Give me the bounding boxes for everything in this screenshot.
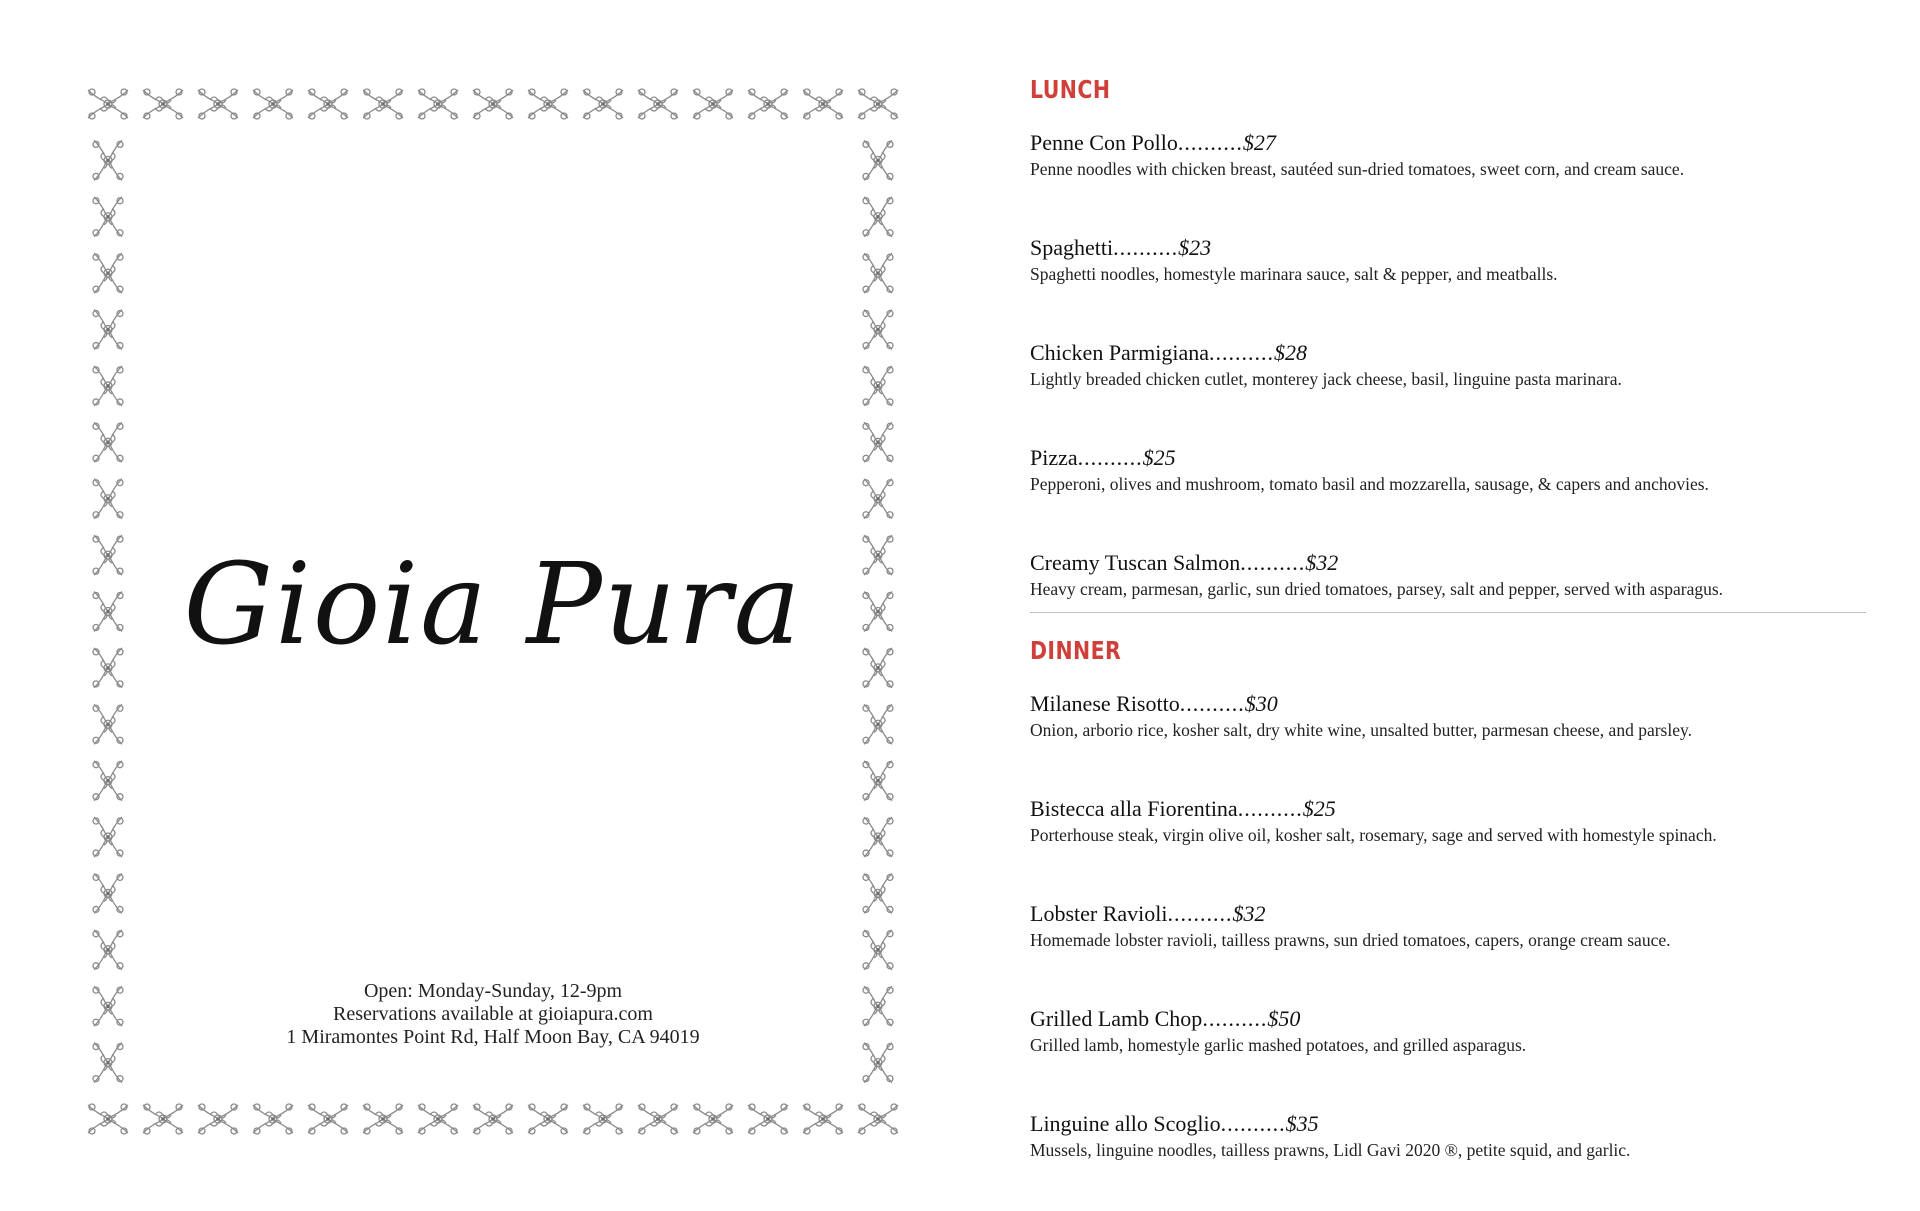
address-text: 1 Miramontes Point Rd, Half Moon Bay, CA 94019: [286, 1026, 700, 1048]
restaurant-info: [84, 980, 902, 1049]
dinner-items: [1030, 691, 1866, 1161]
dinner-item: [1030, 1111, 1866, 1161]
item-price: $35: [1285, 1111, 1319, 1136]
lunch-item: [1030, 445, 1866, 495]
section-divider: [1030, 612, 1866, 613]
item-heading: [1030, 691, 1866, 717]
lunch-items: [1030, 130, 1866, 600]
item-price: $27: [1242, 130, 1276, 155]
item-name: Pizza: [1030, 445, 1078, 470]
item-description: Heavy cream, parmesan, garlic, sun dried tomatoes, parsey, salt and pepper, served with asparagus.: [1030, 579, 1724, 599]
item-heading: [1030, 1111, 1866, 1137]
lunch-section-title: LUNCH: [1030, 75, 1111, 104]
item-name: Chicken Parmigiana: [1030, 340, 1210, 365]
dinner-item: [1030, 796, 1866, 846]
item-name: Bistecca alla Fiorentina: [1030, 796, 1238, 821]
item-heading: [1030, 445, 1866, 471]
reservations-text: Reservations available at gioiapura.com: [333, 1003, 653, 1025]
item-price: $32: [1305, 550, 1339, 575]
item-price: $25: [1302, 796, 1336, 821]
item-heading: [1030, 550, 1866, 576]
menu-cover: [84, 80, 902, 1143]
item-leader-dots: ..........: [1209, 340, 1275, 365]
item-heading: [1030, 235, 1866, 261]
dinner-item: [1030, 901, 1866, 951]
opening-hours: Open: Monday-Sunday, 12-9pm: [363, 980, 623, 1002]
item-description: Grilled lamb, homestyle garlic mashed potatoes, and grilled asparagus.: [1030, 1035, 1527, 1055]
dinner-item: [1030, 1006, 1866, 1056]
item-leader-dots: ..........: [1237, 796, 1303, 821]
item-heading: [1030, 340, 1866, 366]
item-price: $30: [1244, 691, 1278, 716]
item-leader-dots: ..........: [1177, 130, 1243, 155]
item-name: Spaghetti: [1030, 235, 1114, 260]
item-heading: [1030, 1006, 1866, 1032]
item-description: Homemade lobster ravioli, tailless prawns, sun dried tomatoes, capers, orange cream sauce.: [1030, 930, 1671, 950]
item-leader-dots: ..........: [1077, 445, 1143, 470]
item-leader-dots: ..........: [1113, 235, 1179, 260]
item-leader-dots: ..........: [1240, 550, 1306, 575]
item-price: $25: [1142, 445, 1176, 470]
lunch-item: [1030, 340, 1866, 390]
menu-listing: [1030, 70, 1866, 1161]
lunch-item: [1030, 550, 1866, 600]
dinner-section-title: DINNER: [1030, 636, 1122, 665]
item-leader-dots: ..........: [1220, 1111, 1286, 1136]
item-name: Lobster Ravioli: [1030, 901, 1168, 926]
item-price: $32: [1232, 901, 1266, 926]
item-description: Penne noodles with chicken breast, sautéed sun-dried tomatoes, sweet corn, and cream sauce.: [1030, 159, 1685, 179]
item-price: $28: [1274, 340, 1308, 365]
item-leader-dots: ..........: [1167, 901, 1233, 926]
dinner-item: [1030, 691, 1866, 741]
item-description: Porterhouse steak, virgin olive oil, kosher salt, rosemary, sage and served with homestyle spinach.: [1030, 825, 1717, 845]
item-name: Milanese Risotto: [1030, 691, 1180, 716]
lunch-item: [1030, 130, 1866, 180]
item-leader-dots: ..........: [1202, 1006, 1268, 1031]
item-description: Spaghetti noodles, homestyle marinara sauce, salt & pepper, and meatballs.: [1030, 264, 1558, 284]
item-description: Pepperoni, olives and mushroom, tomato basil and mozzarella, sausage, & capers and anchovies.: [1030, 474, 1709, 494]
item-price: $50: [1267, 1006, 1301, 1031]
item-name: Grilled Lamb Chop: [1030, 1006, 1203, 1031]
item-description: Mussels, linguine noodles, tailless prawns, Lidl Gavi 2020 ®, petite squid, and garlic.: [1030, 1140, 1631, 1160]
lunch-item: [1030, 235, 1866, 285]
item-description: Onion, arborio rice, kosher salt, dry white wine, unsalted butter, parmesan cheese, and parsley.: [1030, 720, 1692, 740]
item-name: Penne Con Pollo: [1030, 130, 1178, 155]
item-heading: [1030, 901, 1866, 927]
item-price: $23: [1178, 235, 1212, 260]
item-name: Linguine allo Scoglio: [1030, 1111, 1221, 1136]
item-description: Lightly breaded chicken cutlet, monterey jack cheese, basil, linguine pasta marinara.: [1030, 369, 1622, 389]
item-heading: [1030, 796, 1866, 822]
item-name: Creamy Tuscan Salmon: [1030, 550, 1241, 575]
item-leader-dots: ..........: [1179, 691, 1245, 716]
item-heading: [1030, 130, 1866, 156]
restaurant-name: Gioia Pura: [183, 540, 803, 670]
